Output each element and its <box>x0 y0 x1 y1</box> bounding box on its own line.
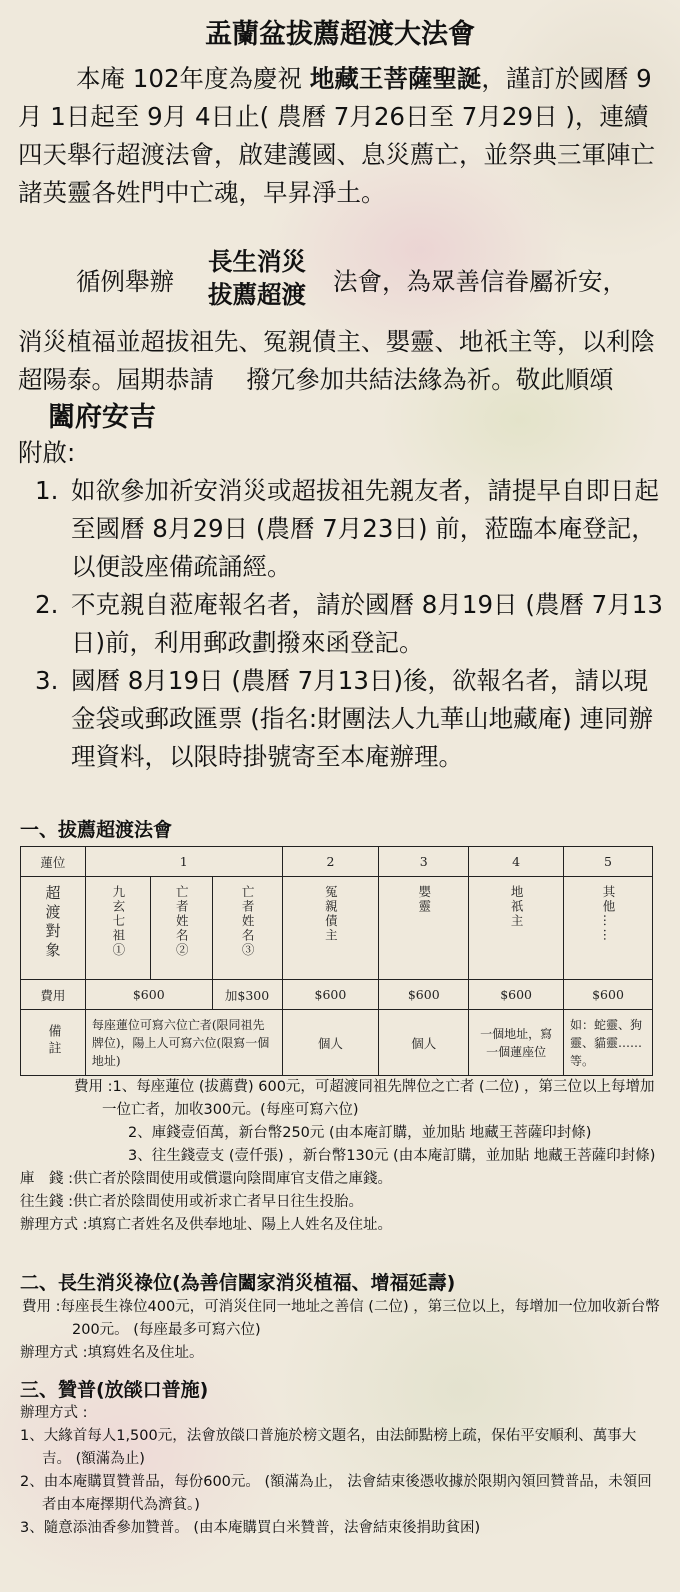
target-cell: 嬰靈 <box>416 885 432 914</box>
section2-heading: 二、長生消災祿位(為善信闔家消災植福、增福延壽) <box>20 1272 456 1294</box>
section3-heading: 三、贊普(放燄口普施) <box>20 1379 209 1401</box>
fee-item-text: 3、往生錢壹支 (壹仟張) ，新台幣130元 (由本庵訂購，並加貼 地藏王菩薩印封條) <box>128 1148 656 1164</box>
section2-fee-label: 費用 : <box>22 1299 61 1315</box>
invitation-paragraph <box>18 245 668 433</box>
lotus-4: 4 <box>469 847 564 877</box>
notes-list <box>35 472 665 776</box>
lotus-3: 3 <box>379 847 469 877</box>
section1-fees <box>20 1076 665 1237</box>
definition-term: 辦理方式 : <box>20 1217 88 1233</box>
definition-term: 往生錢 : <box>20 1194 73 1210</box>
target-cell: 地祇主 <box>509 885 525 929</box>
remark-cell: 每座蓮位可寫六位亡者(限同祖先牌位)，陽上人可寫六位(限寫一個地址) <box>85 1010 282 1076</box>
remark-label: 備註 <box>45 1024 61 1058</box>
definition-text: 供亡者於陰間使用或祈求亡者早日往生投胎。 <box>73 1194 363 1210</box>
fee-cell: $600 <box>282 980 379 1010</box>
table-row-lotus <box>21 847 653 877</box>
section2-method-text: 填寫姓名及住址。 <box>87 1345 204 1361</box>
table-row-targets <box>21 877 653 980</box>
blessing-text: 闔府安吉 <box>48 402 156 433</box>
note-text: 不克親自蒞庵報名者，請於國曆 8月19日 (農曆 7月13日)前，利用郵政劃撥來函登記。 <box>71 590 663 657</box>
section3-body <box>20 1402 665 1540</box>
fee-label-text: 費用 : <box>74 1079 113 1095</box>
invitation-first-line <box>18 245 668 315</box>
remark-cell: 如：蛇靈、狗靈、貓靈……等。 <box>564 1010 653 1076</box>
fee-cell: $600 <box>85 980 212 1010</box>
section3-method-label: 辦理方式 : <box>20 1405 88 1421</box>
fee-item <box>20 1122 665 1145</box>
section2-method-label: 辦理方式 : <box>20 1345 88 1361</box>
intro-rest-text: ，謹訂於國曆 9月 1日起至 9月 4日止( 農曆 7月26日至 7月29日 )，連續四天舉行超渡法會，啟建護國、息災薦亡，並祭典三軍陣亡諸英靈各姓門中亡魂，早昇淨土。 <box>18 64 655 207</box>
ceremony-name-bottom: 拔薦超渡 <box>208 280 306 309</box>
fee-cell: 加$300 <box>212 980 282 1010</box>
fee-item-text: 1、每座蓮位 (拔薦費) 600元，可超渡同祖先牌位之亡者 (二位) ，第三位以上每增加一位亡者，加收300元。(每座可寫六位) <box>102 1079 655 1118</box>
lotus-2: 2 <box>282 847 379 877</box>
table-row-remarks <box>21 1010 653 1076</box>
section2-fee <box>20 1296 665 1342</box>
invitation-tail: 法會，為眾善信眷屬祈安， <box>333 267 627 296</box>
note-text: 如欲參加祈安消災或超拔祖先親友者，請提早自即日起至國曆 8月29日 (農曆 7月23日) 前，蒞臨本庵登記，以便設座備疏誦經。 <box>71 476 659 581</box>
section2-body <box>20 1296 665 1365</box>
definition <box>20 1191 665 1214</box>
fee-cell: $600 <box>469 980 564 1010</box>
target-label: 超渡對象 <box>43 885 62 961</box>
definition <box>20 1214 665 1237</box>
section2-fee-text: 每座長生祿位400元，可消災住同一地址之善信 (二位) ，第三位以上，每增加一位加收新台幣200元。 (每座最多可寫六位) <box>60 1299 660 1338</box>
notes-heading: 附啟: <box>18 438 76 467</box>
fee-item-text: 2、庫錢壹佰萬，新台幣250元 (由本庵訂購，並加貼 地藏王菩薩印封條) <box>128 1125 592 1141</box>
fee-item <box>20 1145 665 1168</box>
intro-bold-text: 地藏王菩薩聖誕 <box>309 64 482 93</box>
fee-item <box>20 1076 665 1122</box>
lotus-1: 1 <box>85 847 282 877</box>
note-text: 國曆 8月19日 (農曆 7月13日)後，欲報名者，請以現金袋或郵政匯票 (指名:財團法人九華山地藏庵) 連同辦理資料，以限時掛號寄至本庵辦理。 <box>71 666 653 771</box>
page-title: 盂蘭盆拔薦超渡大法會 <box>205 19 475 50</box>
definition-text: 供亡者於陰間使用或償還向陰間庫官支借之庫錢。 <box>73 1171 392 1187</box>
note-item <box>35 472 665 586</box>
target-cell: 亡者姓名② <box>174 885 190 958</box>
target-cell: 冤親債主 <box>323 885 339 943</box>
note-item <box>35 586 665 662</box>
remark-cell: 一個地址，寫一個蓮座位 <box>469 1010 564 1076</box>
note-number: 3. <box>35 666 59 695</box>
section3-item: 3、隨意添油香參加贊普。 (由本庵購買白米贊普，法會結束後捐助貧困) <box>20 1520 481 1536</box>
table-row-fees <box>21 980 653 1010</box>
ceremony-names <box>208 245 306 311</box>
definition-term: 庫 錢 : <box>20 1171 73 1187</box>
ceremony-name-top: 長生消災 <box>208 247 306 276</box>
invitation-lead: 循例舉辦 <box>76 267 174 296</box>
section2-method <box>20 1342 665 1365</box>
section3-item: 1、大緣首每人1,500元，法會放燄口普施於榜文題名，由法師點榜上疏，保佑平安順利、萬事大吉。 (額滿為止) <box>20 1428 637 1467</box>
section3-item: 2、由本庵購買贊普品，每份600元。 (額滿為止， 法會結束後憑收據於限期內領回贊普品，未領回者由本庵擇期代為濟貧。) <box>20 1474 652 1513</box>
lotus-5: 5 <box>564 847 653 877</box>
note-number: 2. <box>35 590 59 619</box>
fee-table <box>20 846 653 1076</box>
section1-heading: 一、拔薦超渡法會 <box>20 819 173 841</box>
invitation-rest-text: 消災植福並超拔祖先、冤親債主、嬰靈、地祇主等，以利陰超陽泰。屆期恭請 撥冗參加共結法緣為祈。敬此順頌 <box>18 327 655 394</box>
fee-cell: $600 <box>564 980 653 1010</box>
invitation-rest <box>18 323 668 437</box>
intro-indent-text: 本庵 102年度為慶祝 <box>76 64 310 93</box>
fee-label: 費用 <box>21 980 86 1010</box>
remark-cell: 個人 <box>282 1010 379 1076</box>
fee-cell: $600 <box>379 980 469 1010</box>
definition <box>20 1168 665 1191</box>
note-number: 1. <box>35 476 59 505</box>
target-cell: 九玄七祖① <box>110 885 126 958</box>
target-cell: 其他…… <box>601 885 617 943</box>
intro-paragraph <box>18 60 668 212</box>
note-item <box>35 662 665 776</box>
lotus-label: 蓮位 <box>21 847 86 877</box>
definition-text: 填寫亡者姓名及供奉地址、陽上人姓名及住址。 <box>87 1217 392 1233</box>
target-cell: 亡者姓名③ <box>240 885 256 958</box>
remark-cell: 個人 <box>379 1010 469 1076</box>
